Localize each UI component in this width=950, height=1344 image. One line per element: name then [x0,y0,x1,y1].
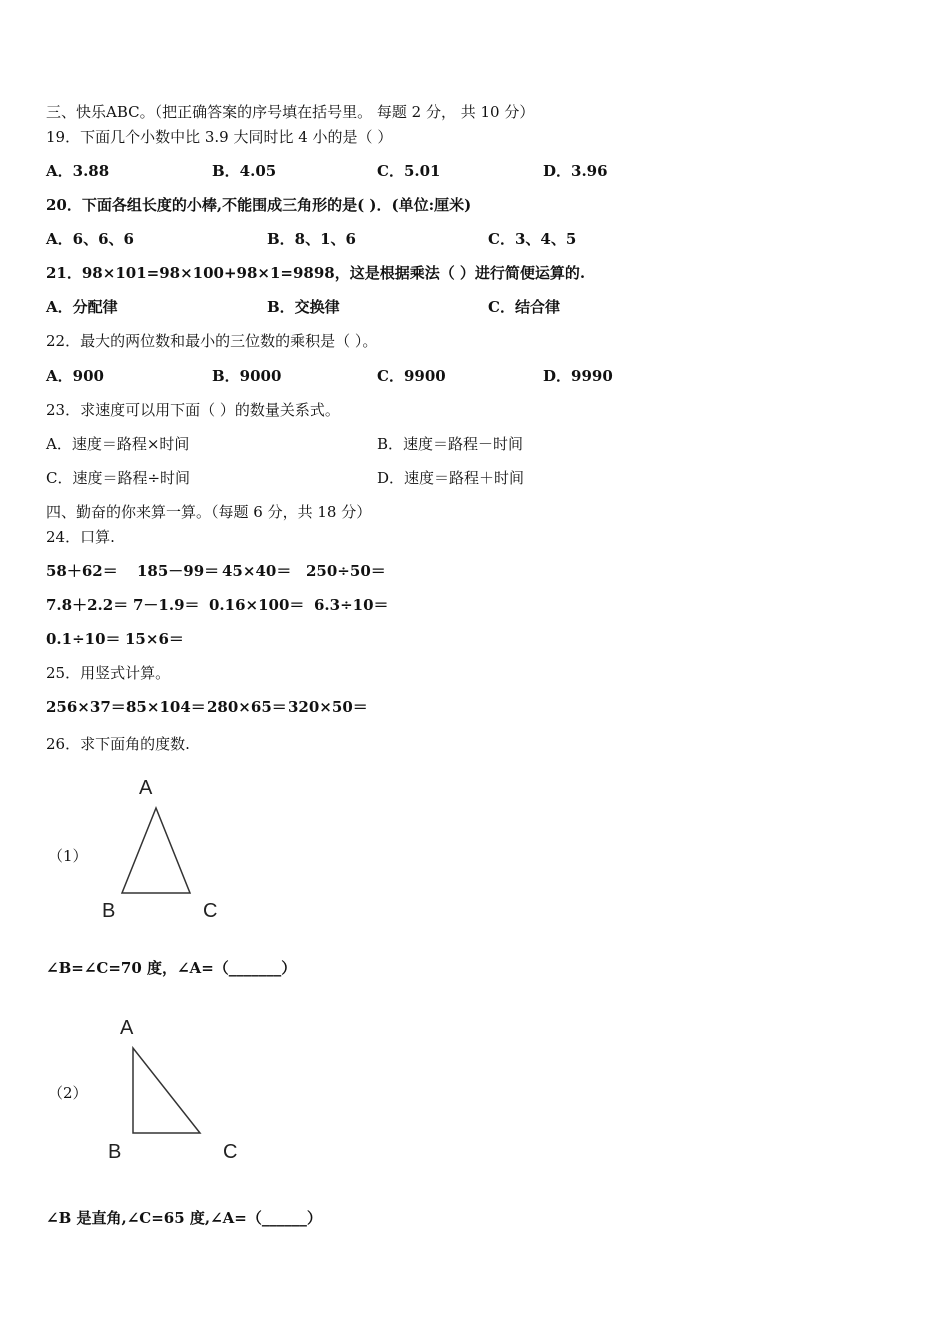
q19-option-d: D．3.96 [543,162,608,180]
q21-option-c: C．结合律 [488,298,560,316]
q25-item3: 280×65＝ [207,698,287,716]
q22-option-a: A．900 [46,367,104,385]
figure1-triangle [95,772,235,922]
q25-stem: 25．用竖式计算。 [46,664,171,682]
q26-stem: 26．求下面角的度数. [46,735,190,753]
q22-option-c: C．9900 [377,367,446,385]
section3-title: 三、快乐ABC。（把正确答案的序号填在括号里。 每题 2 分， 共 10 分） [46,103,535,121]
q22-stem: 22．最大的两位数和最小的三位数的乘积是（ ）。 [46,332,378,350]
q24-r2-item2: 7－1.9＝ [133,596,200,614]
q24-r1-item4: 250÷50＝ [306,562,386,580]
q24-r3-item2: 15×6＝ [125,630,184,648]
figure1-caption: ∠B=∠C=70 度，∠A=（_______） [46,959,297,977]
triangle1-vertex-c: C [203,900,218,922]
triangle2-vertex-b: B [108,1141,122,1163]
q25-item4: 320×50＝ [288,698,368,716]
q24-r2-item4: 6.3÷10＝ [314,596,389,614]
triangle1-vertex-b: B [102,900,116,922]
q24-r2-item1: 7.8＋2.2＝ [46,596,129,614]
q24-r2-item3: 0.16×100＝ [209,596,305,614]
q19-option-b: B．4.05 [212,162,277,180]
q24-r3-item1: 0.1÷10＝ [46,630,121,648]
q23-option-d: D．速度＝路程＋时间 [377,469,525,487]
q21-option-a: A．分配律 [46,298,118,316]
q20-option-b: B．8、1、6 [267,230,356,248]
q19-option-c: C．5.01 [377,162,441,180]
q24-r1-item3: 45×40＝ [222,562,292,580]
triangle2-shape [133,1048,200,1133]
q22-option-b: B．9000 [212,367,282,385]
q23-option-c: C．速度＝路程÷时间 [46,469,191,487]
figure1-label: （1） [48,847,88,865]
figure2-label: （2） [48,1084,88,1102]
q21-option-b: B．交换律 [267,298,340,316]
section4-title: 四、勤奋的你来算一算。（每题 6 分，共 18 分） [46,503,372,521]
q24-stem: 24．口算. [46,528,115,546]
q20-option-c: C．3、4、5 [488,230,577,248]
q24-r1-item2: 185－99＝ [137,562,220,580]
q25-item2: 85×104＝ [126,698,206,716]
figure2-caption: ∠B 是直角,∠C=65 度,∠A=（______） [46,1209,322,1227]
q19-stem: 19．下面几个小数中比 3.9 大同时比 4 小的是（ ） [46,128,393,146]
q24-r1-item1: 58＋62＝ [46,562,118,580]
q25-item1: 256×37＝ [46,698,126,716]
q19-option-a: A．3.88 [46,162,110,180]
q23-option-b: B．速度＝路程－时间 [377,435,524,453]
q22-option-d: D．9990 [543,367,613,385]
figure2-triangle [100,1012,260,1162]
q23-option-a: A．速度＝路程×时间 [46,435,190,453]
triangle2-vertex-c: C [223,1141,238,1163]
q20-stem: 20．下面各组长度的小棒,不能围成三角形的是( )．(单位:厘米) [46,196,472,214]
q20-option-a: A．6、6、6 [46,230,134,248]
triangle1-shape [122,808,190,893]
triangle1-vertex-a: A [139,777,153,799]
q21-stem: 21．98×101=98×100+98×1=9898，这是根据乘法（ ）进行简便运算的. [46,264,586,282]
triangle2-vertex-a: A [120,1017,134,1039]
q23-stem: 23．求速度可以用下面（ ）的数量关系式。 [46,401,340,419]
